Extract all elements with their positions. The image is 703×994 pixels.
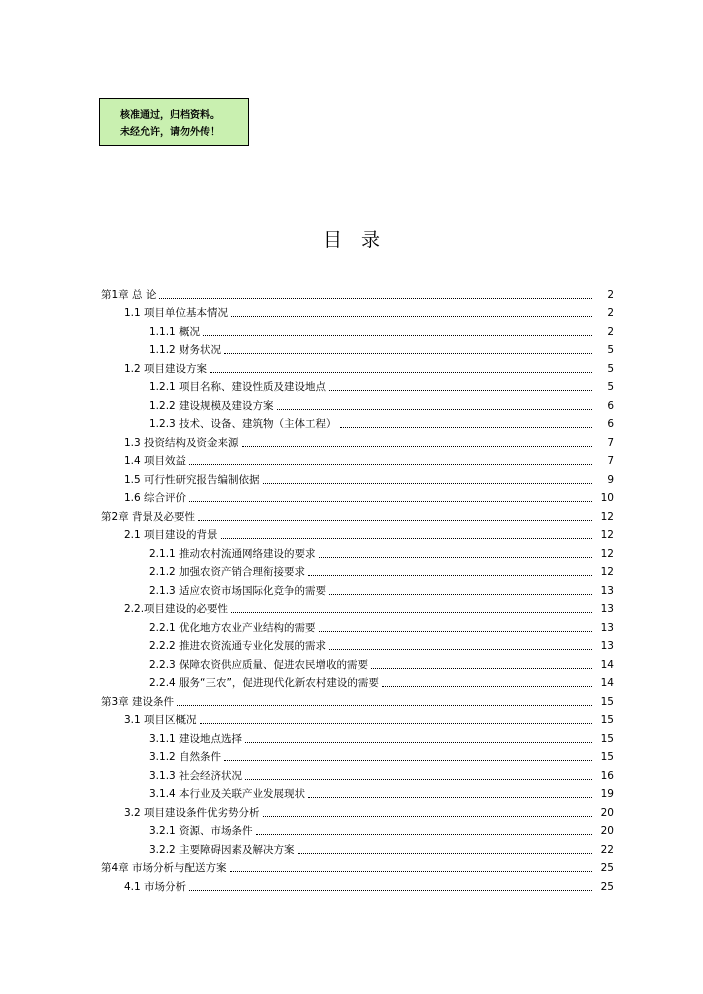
toc-entry[interactable] [124,357,614,376]
toc-entry-page-number: 2 [607,288,614,301]
toc-dot-leader [242,446,592,447]
toc-dot-leader [189,501,592,502]
toc-entry[interactable] [149,838,614,857]
approval-notice-box [99,98,249,146]
toc-dot-leader [230,871,592,872]
toc-entry-page-number: 15 [600,714,614,726]
toc-entry-page-number: 9 [607,473,614,486]
toc-entry-label: 3.2.1 资源、市场条件 [149,825,253,837]
toc-entry-page-number: 7 [607,455,614,467]
toc-entry[interactable] [149,561,614,580]
toc-dot-leader [329,594,592,595]
toc-entry[interactable] [101,690,614,709]
toc-entry[interactable] [149,579,614,598]
toc-entry-label: 2.1.2 加强农资产销合理衔接要求 [149,566,306,578]
toc-entry-label: 1.5 可行性研究报告编制依据 [124,473,260,486]
toc-entry-label: 3.1 项目区概况 [124,714,197,726]
toc-entry-page-number: 25 [600,880,614,893]
toc-entry-label: 2.2.2 推进农资流通专业化发展的需求 [149,640,327,652]
toc-dot-leader [221,538,592,539]
toc-entry-label: 1.3 投资结构及资金来源 [124,436,239,449]
toc-entry[interactable] [149,376,614,395]
toc-entry-page-number: 6 [607,399,614,412]
toc-entry-page-number: 20 [600,825,614,837]
toc-entry-label: 3.1.4 本行业及关联产业发展现状 [149,788,306,800]
toc-entry[interactable] [124,709,614,728]
toc-dot-leader [256,834,592,835]
toc-dot-leader [231,612,592,613]
toc-dot-leader [319,557,592,558]
toc-entry-label: 1.2.1 项目名称、建设性质及建设地点 [149,381,327,393]
toc-dot-leader [200,723,592,724]
toc-entry-label: 2.2.1 优化地方农业产业结构的需要 [149,621,316,634]
toc-entry-label: 第4章 市场分析与配送方案 [101,862,227,874]
toc-entry-page-number: 13 [600,603,614,615]
toc-entry-label: 1.4 项目效益 [124,455,187,467]
toc-dot-leader [308,797,592,798]
toc-dot-leader [189,464,592,465]
toc-entry-label: 3.1.2 自然条件 [149,751,222,763]
toc-entry[interactable] [124,302,614,321]
toc-entry[interactable] [149,727,614,746]
toc-dot-leader [319,631,592,632]
toc-entry-label: 2.2.3 保障农资供应质量、促进农民增收的需要 [149,658,369,671]
toc-entry-page-number: 16 [600,769,614,782]
toc-dot-leader [329,390,592,391]
toc-dot-leader [198,520,592,521]
toc-entry-label: 3.2 项目建设条件优劣势分析 [124,806,260,819]
toc-entry[interactable] [124,801,614,820]
toc-dot-leader [263,816,592,817]
toc-dot-leader [177,705,592,706]
toc-dot-leader [277,409,592,410]
toc-entry-label: 第1章 总 论 [101,288,157,301]
toc-entry-page-number: 2 [607,307,614,319]
toc-entry-page-number: 15 [600,751,614,763]
toc-entry[interactable] [101,505,614,524]
toc-entry[interactable] [149,616,614,635]
toc-dot-leader [210,372,592,373]
toc-dot-leader [329,649,592,650]
toc-dot-leader [263,483,592,484]
toc-entry[interactable] [149,764,614,783]
toc-dot-leader [189,890,592,891]
toc-dot-leader [224,353,592,354]
toc-entry-label: 1.2.2 建设规模及建设方案 [149,399,274,412]
toc-dot-leader [159,298,592,299]
toc-entry-page-number: 5 [607,362,614,375]
toc-entry-label: 2.1.3 适应农资市场国际化竞争的需要 [149,584,327,597]
toc-entry[interactable] [149,672,614,691]
toc-entry-page-number: 15 [600,695,614,708]
toc-entry-label: 1.1 项目单位基本情况 [124,307,229,319]
toc-entry[interactable] [124,875,614,894]
toc-entry-page-number: 2 [607,325,614,338]
toc-entry-label: 2.1 项目建设的背景 [124,529,218,541]
toc-entry[interactable] [149,542,614,561]
toc-entry-page-number: 12 [600,566,614,578]
toc-entry-page-number: 7 [607,436,614,449]
toc-entry[interactable] [149,320,614,339]
toc-entry[interactable] [124,524,614,543]
toc-dot-leader [245,779,592,780]
toc-dot-leader [224,760,592,761]
page-title: 目录 [322,229,399,251]
toc-entry-page-number: 19 [600,788,614,800]
notice-line-1: 核准通过，归档资料。 [120,110,220,121]
toc-entry-page-number: 14 [600,677,614,689]
toc-entry-label: 3.1.3 社会经济状况 [149,769,243,782]
toc-entry-label: 1.1.2 财务状况 [149,344,222,356]
toc-entry[interactable] [149,394,614,413]
toc-entry-page-number: 5 [607,344,614,356]
toc-entry-page-number: 12 [600,547,614,560]
toc-dot-leader [298,853,592,854]
toc-entry[interactable] [124,431,614,450]
toc-entry-label: 1.6 综合评价 [124,492,187,504]
toc-dot-leader [308,575,592,576]
toc-entry-label: 3.1.1 建设地点选择 [149,732,243,745]
toc-entry[interactable] [149,635,614,654]
toc-entry[interactable] [149,783,614,802]
toc-entry-page-number: 12 [600,510,614,523]
toc-entry[interactable] [124,487,614,506]
toc-entry-page-number: 5 [607,381,614,393]
toc-entry[interactable] [124,450,614,469]
toc-entry-label: 2.1.1 推动农村流通网络建设的要求 [149,547,316,560]
toc-entry-page-number: 12 [600,529,614,541]
toc-entry-page-number: 22 [600,843,614,856]
toc-dot-leader [231,316,592,317]
toc-entry-label: 第3章 建设条件 [101,695,175,708]
toc-entry-label: 1.2 项目建设方案 [124,362,208,375]
toc-entry-label: 第2章 背景及必要性 [101,510,196,523]
toc-entry-page-number: 13 [600,621,614,634]
toc-entry[interactable] [101,857,614,876]
toc-entry-label: 3.2.2 主要障碍因素及解决方案 [149,843,295,856]
toc-entry-label: 1.2.3 技术、设备、建筑物（主体工程） [149,418,337,430]
notice-line-2: 未经允许，请勿外传！ [120,127,220,138]
toc-entry[interactable] [149,339,614,358]
toc-entry-label: 2.2.项目建设的必要性 [124,603,229,615]
toc-entry-label: 4.1 市场分析 [124,880,187,893]
toc-entry-label: 2.2.4 服务“三农”，促进现代化新农村建设的需要 [149,677,379,689]
toc-dot-leader [382,686,592,687]
toc-entry-page-number: 14 [600,658,614,671]
toc-dot-leader [203,335,592,336]
toc-entry[interactable] [149,653,614,672]
toc-dot-leader [371,668,592,669]
toc-entry[interactable] [149,746,614,765]
toc-entry-page-number: 25 [600,862,614,874]
toc-entry-page-number: 13 [600,640,614,652]
toc-entry-page-number: 13 [600,584,614,597]
toc-entry-page-number: 6 [607,418,614,430]
toc-dot-leader [340,427,592,428]
toc-entry[interactable] [101,283,614,302]
toc-entry-page-number: 20 [600,806,614,819]
toc-entry-label: 1.1.1 概况 [149,325,201,338]
toc-entry[interactable] [149,820,614,839]
toc-entry-page-number: 10 [600,492,614,504]
toc-entry[interactable] [124,598,614,617]
toc-dot-leader [245,742,592,743]
toc-entry-page-number: 15 [600,732,614,745]
toc-entry[interactable] [149,413,614,432]
toc-entry[interactable] [124,468,614,487]
